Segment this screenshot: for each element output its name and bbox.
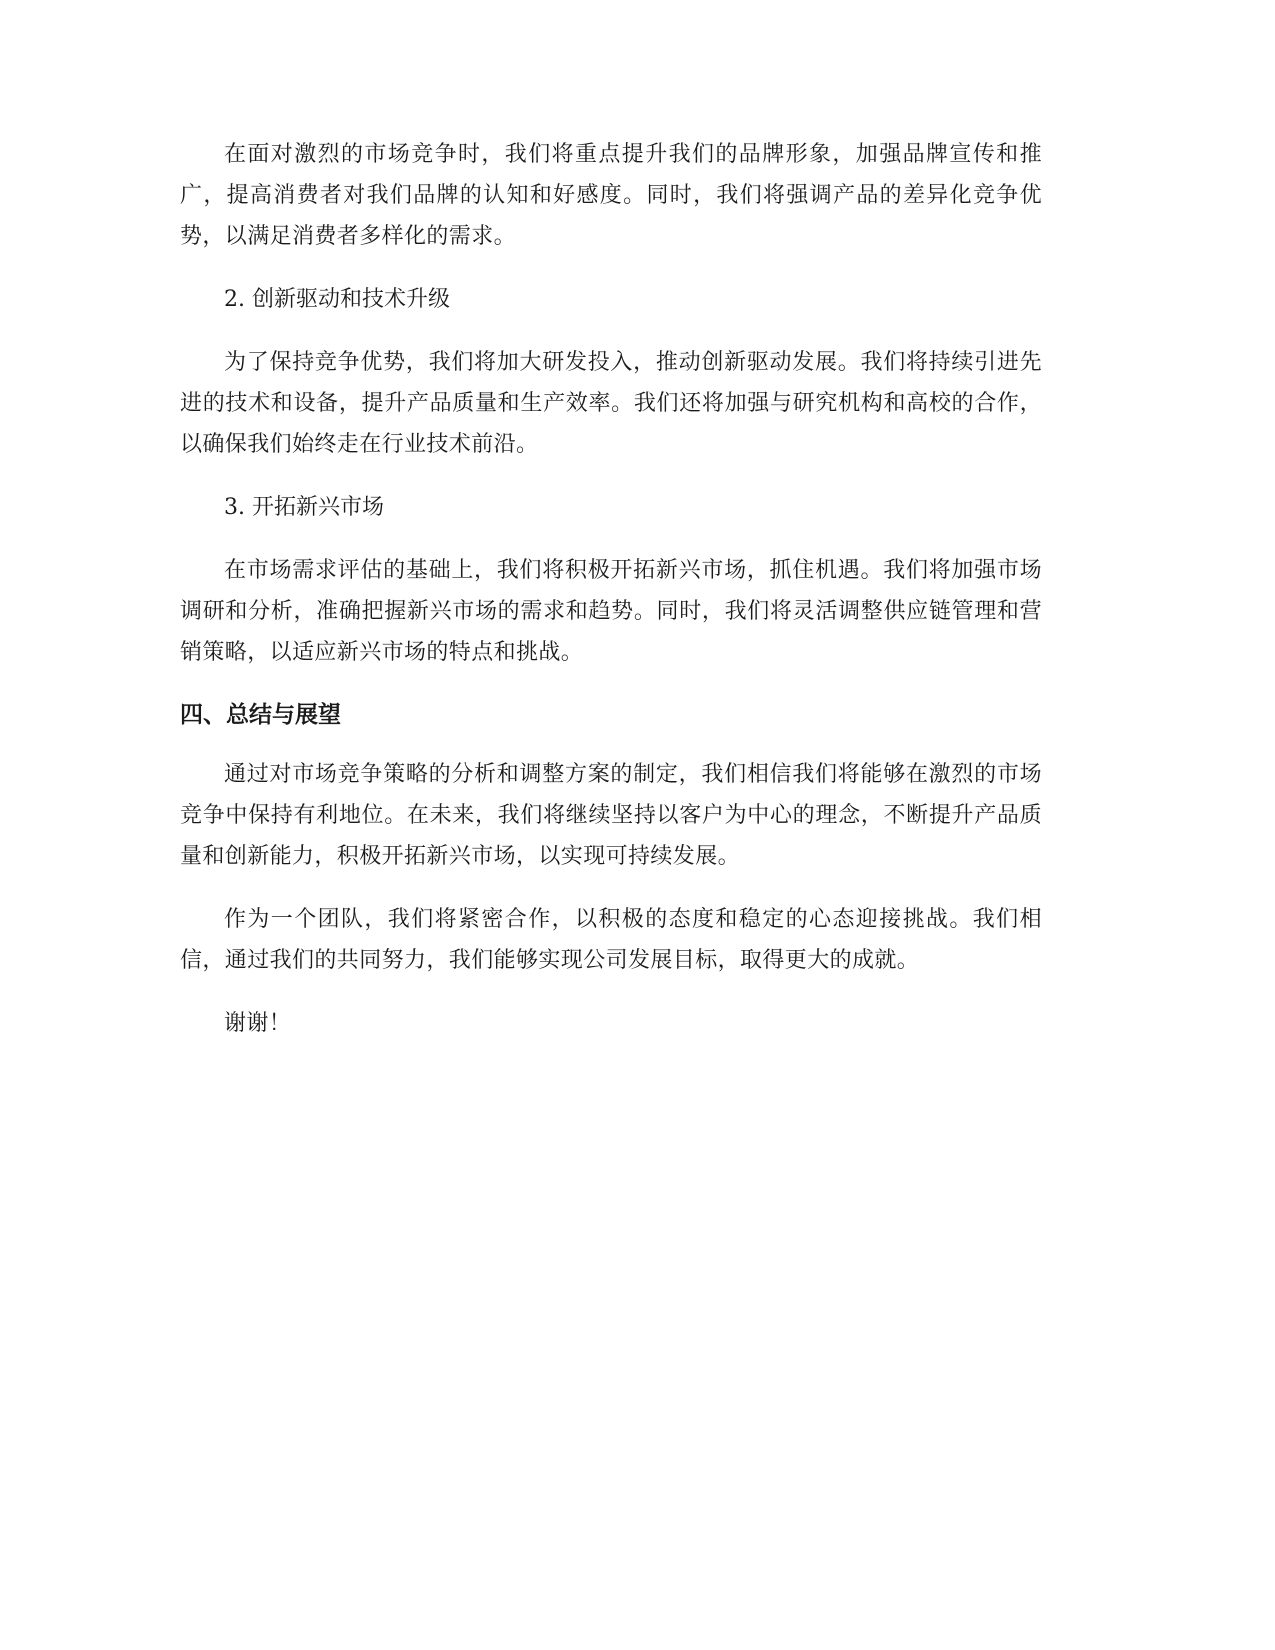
section-title-summary: 四、总结与展望 <box>180 702 341 728</box>
subheading-innovation: 2. 创新驱动和技术升级 <box>224 287 450 312</box>
document-body <box>180 134 1042 1066</box>
paragraph-teamwork: 作为一个团队，我们将紧密合作，以积极的态度和稳定的心态迎接挑战。我们相信，通过我们的共同努力，我们能够实现公司发展目标，取得更大的成就。 <box>180 907 1042 973</box>
paragraph-emerging-markets: 在市场需求评估的基础上，我们将积极开拓新兴市场，抓住机遇。我们将加强市场调研和分析，准确把握新兴市场的需求和趋势。同时，我们将灵活调整供应链管理和营销策略，以适应新兴市场的特点和挑战。 <box>180 558 1042 665</box>
paragraph-summary: 通过对市场竞争策略的分析和调整方案的制定，我们相信我们将能够在激烈的市场竞争中保持有利地位。在未来，我们将继续坚持以客户为中心的理念，不断提升产品质量和创新能力，积极开拓新兴市场，以实现可持续发展。 <box>180 762 1042 869</box>
subheading-emerging-markets: 3. 开拓新兴市场 <box>224 495 384 520</box>
paragraph-thanks: 谢谢！ <box>224 1011 292 1036</box>
paragraph-innovation: 为了保持竞争优势，我们将加大研发投入，推动创新驱动发展。我们将持续引进先进的技术和设备，提升产品质量和生产效率。我们还将加强与研究机构和高校的合作，以确保我们始终走在行业技术前沿。 <box>180 350 1042 457</box>
paragraph-brand-image: 在面对激烈的市场竞争时，我们将重点提升我们的品牌形象，加强品牌宣传和推广，提高消费者对我们品牌的认知和好感度。同时，我们将强调产品的差异化竞争优势，以满足消费者多样化的需求。 <box>180 142 1042 249</box>
